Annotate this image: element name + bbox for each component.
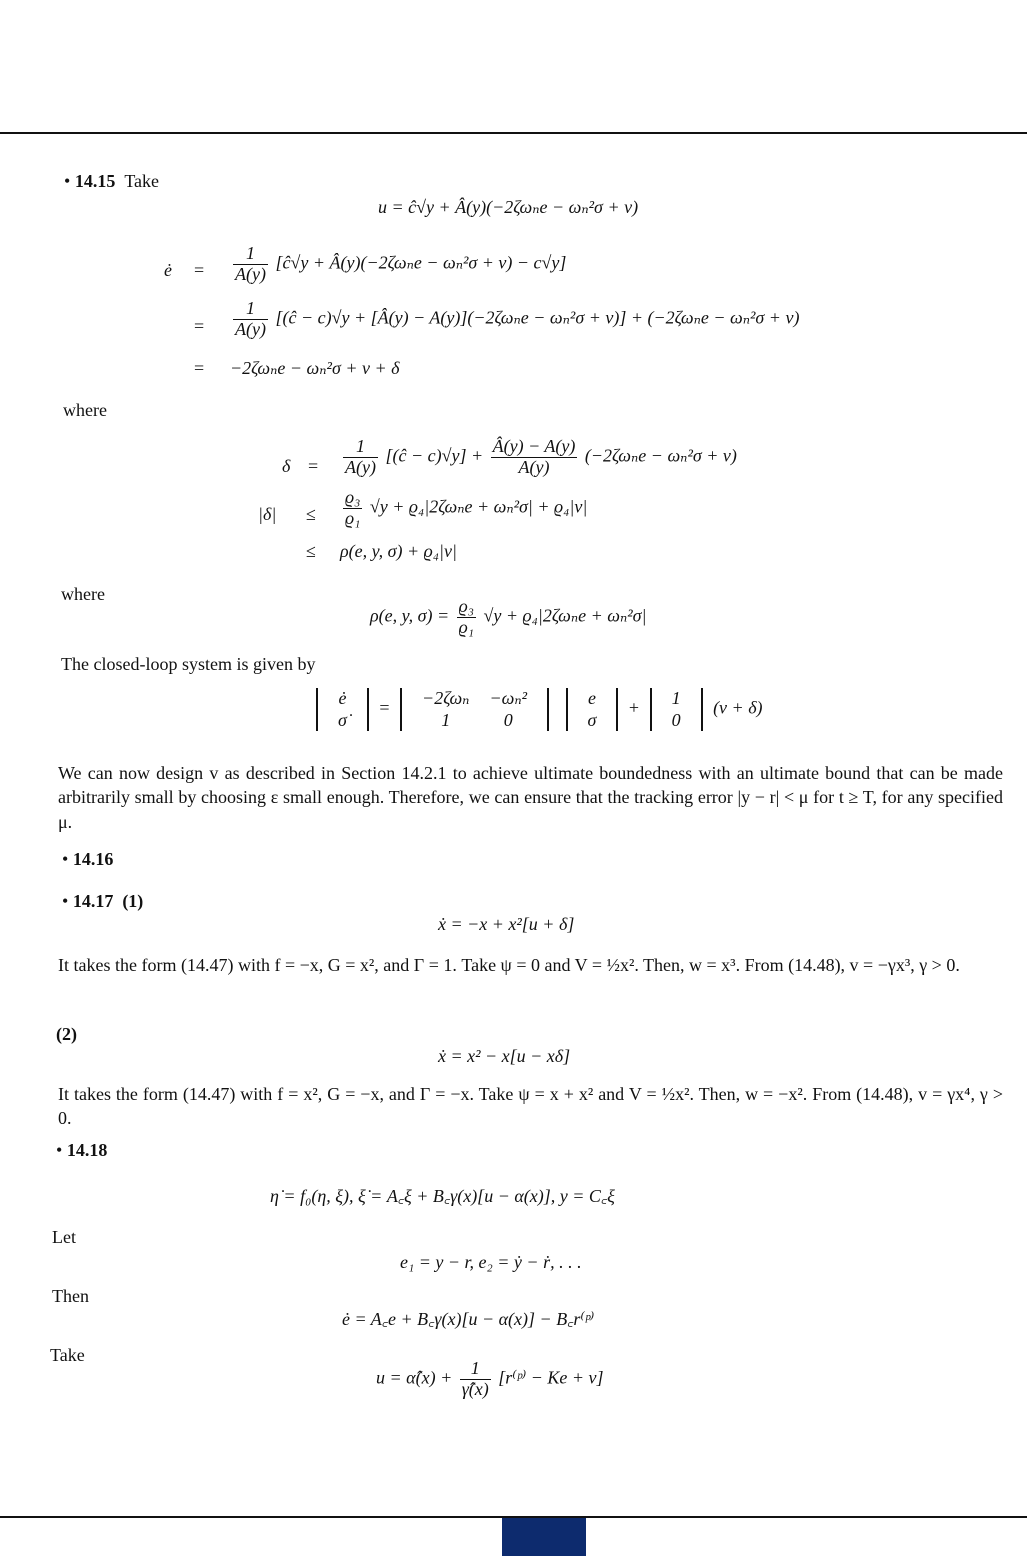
control-law xyxy=(376,1359,604,1400)
fraction: $\frac{1}{\gammâ(x)}$ xyxy=(461,1358,489,1399)
header-rule xyxy=(0,132,1027,134)
then-word: Then xyxy=(52,1286,89,1306)
line2-body: [(ĉ − c)√y + [Â(y) − A(y)](−2ζωₙe − ωₙ²σ + v)] + (−2ζωₙe − ωₙ²σ + v) xyxy=(275,307,800,328)
eq-sign: = xyxy=(194,358,205,378)
state-derivative-vector: ė σ̇ xyxy=(316,688,369,731)
u-equation: u = ĉ√y + Â(y)(−2ζωₙe − ωₙ²σ + v) xyxy=(378,197,639,217)
bound1-body: √y + ϱ₄|2ζωₙe + ωₙ²σ| + ϱ₄|v| xyxy=(369,496,588,517)
bullet-14-15: • 14.15 Take xyxy=(64,171,160,191)
error-dynamics: ė = A꜀e + B꜀γ(x)[u − α(x)] − B꜀r⁽ᵖ⁾ xyxy=(342,1309,595,1329)
eq-sign: = xyxy=(194,260,205,280)
eq-1417-1: ẋ = −x + x²[u + δ] xyxy=(438,914,575,934)
input-vector: 1 0 xyxy=(650,688,703,731)
system-matrix: −2ζωₙ −ωₙ² 1 0 xyxy=(400,688,549,731)
bullet-14-16: • 14.16 xyxy=(62,849,114,869)
take-word: Take xyxy=(124,171,160,191)
bound-line1 xyxy=(340,488,587,529)
section-label: 14.18 xyxy=(66,1140,108,1160)
part-label: (2) xyxy=(56,1024,77,1044)
control-law-b: [r⁽ᵖ⁾ − Ke + v] xyxy=(498,1367,604,1388)
footer-page-box xyxy=(502,1518,586,1556)
line1-body: [ĉ√y + Â(y)(−2ζωₙe − ωₙ²σ + v) − c√y] xyxy=(275,252,567,273)
le-sign: ≤ xyxy=(306,504,316,524)
fraction: $\frac{\text{ϱ₃}}{\text{ϱ₁}}$ xyxy=(345,487,361,528)
rho-definition xyxy=(370,597,647,638)
fraction: $\frac{\text{ϱ₃}}{\text{ϱ₁}}$ xyxy=(458,596,475,637)
section-label: 14.17 xyxy=(72,891,114,911)
delta-lhs: δ xyxy=(282,456,291,476)
section-label: 14.15 xyxy=(74,171,116,191)
le-sign: ≤ xyxy=(306,541,316,561)
eq-sign: = xyxy=(308,456,319,476)
delta-part-a: [(ĉ − c)√y] + xyxy=(385,445,484,466)
rho-lhs: ρ(e, y, σ) = xyxy=(370,605,450,626)
line1 xyxy=(230,244,566,285)
part-label: (1) xyxy=(122,891,144,911)
state-vector: e σ xyxy=(566,688,619,731)
delta-line xyxy=(340,437,737,478)
fraction: $\frac{1}{A(y)}$ xyxy=(345,436,376,477)
bullet-14-17: • 14.17 (1) xyxy=(62,891,144,911)
matrix-equation: ė σ̇ = −2ζωₙ −ωₙ² 1 0 e σ + 1 0 (v + δ) xyxy=(310,688,763,731)
take-word: Take xyxy=(50,1345,85,1365)
eq-1417-2: ẋ = x² − x[u − xδ] xyxy=(438,1046,571,1066)
line3: −2ζωₙe − ωₙ²σ + v + δ xyxy=(230,358,400,378)
text-1417-1: It takes the form (14.47) with f = −x, G = x², and Γ = 1. Take ψ = 0 and V = ½x². Then, w = x³. From (14.48), v = −γx³, γ > 0. xyxy=(58,955,960,975)
section-label: 14.16 xyxy=(72,849,114,869)
eq-sign: = xyxy=(194,316,205,336)
closed-loop-text: The closed-loop system is given by xyxy=(61,654,316,674)
fraction: $\frac{1}{A(y)}$ xyxy=(235,243,266,284)
where-label: where xyxy=(61,584,105,604)
edot-lhs: ė xyxy=(164,260,172,280)
line2 xyxy=(230,299,799,340)
bound-line2: ρ(e, y, σ) + ϱ₄|v| xyxy=(340,541,457,561)
let-word: Let xyxy=(52,1227,76,1247)
fraction: $\frac{1}{A(y)}$ xyxy=(235,298,266,339)
absdelta-lhs: |δ| xyxy=(258,504,277,524)
system-equations: η̇ = f₀(η, ξ), ξ̇ = A꜀ξ + B꜀γ(x)[u − α(x)], y = C꜀ξ xyxy=(270,1186,615,1206)
rho-rhs: √y + ϱ₄|2ζωₙe + ωₙ²σ| xyxy=(483,605,647,626)
bullet-14-18: • 14.18 xyxy=(56,1140,108,1160)
fraction: $\frac{Â(y) - A(y)}{A(y)}$ xyxy=(492,436,576,477)
text-1417-2: It takes the form (14.47) with f = x², G = −x, and Γ = −x. Take ψ = x + x² and V = ½x². Then, w = −x². From (14.48), v = γx⁴, γ > 0. xyxy=(58,1084,1003,1129)
error-definition: e₁ = y − r, e₂ = ẏ − ṙ, . . . xyxy=(400,1252,582,1272)
where-label: where xyxy=(63,400,107,420)
control-law-a: u = α̂(x) + xyxy=(376,1367,453,1388)
input-term: (v + δ) xyxy=(713,697,763,718)
paragraph-design: We can now design v as described in Section 14.2.1 to achieve ultimate boundedness with an ultimate bound that can be made arbitrarily small by choosing ε small enough. Therefore, we can ensure that the tracking error |y − r| < μ for t ≥ T, for any specified μ. xyxy=(58,763,1003,832)
delta-part-b: (−2ζωₙe − ωₙ²σ + v) xyxy=(584,445,737,466)
